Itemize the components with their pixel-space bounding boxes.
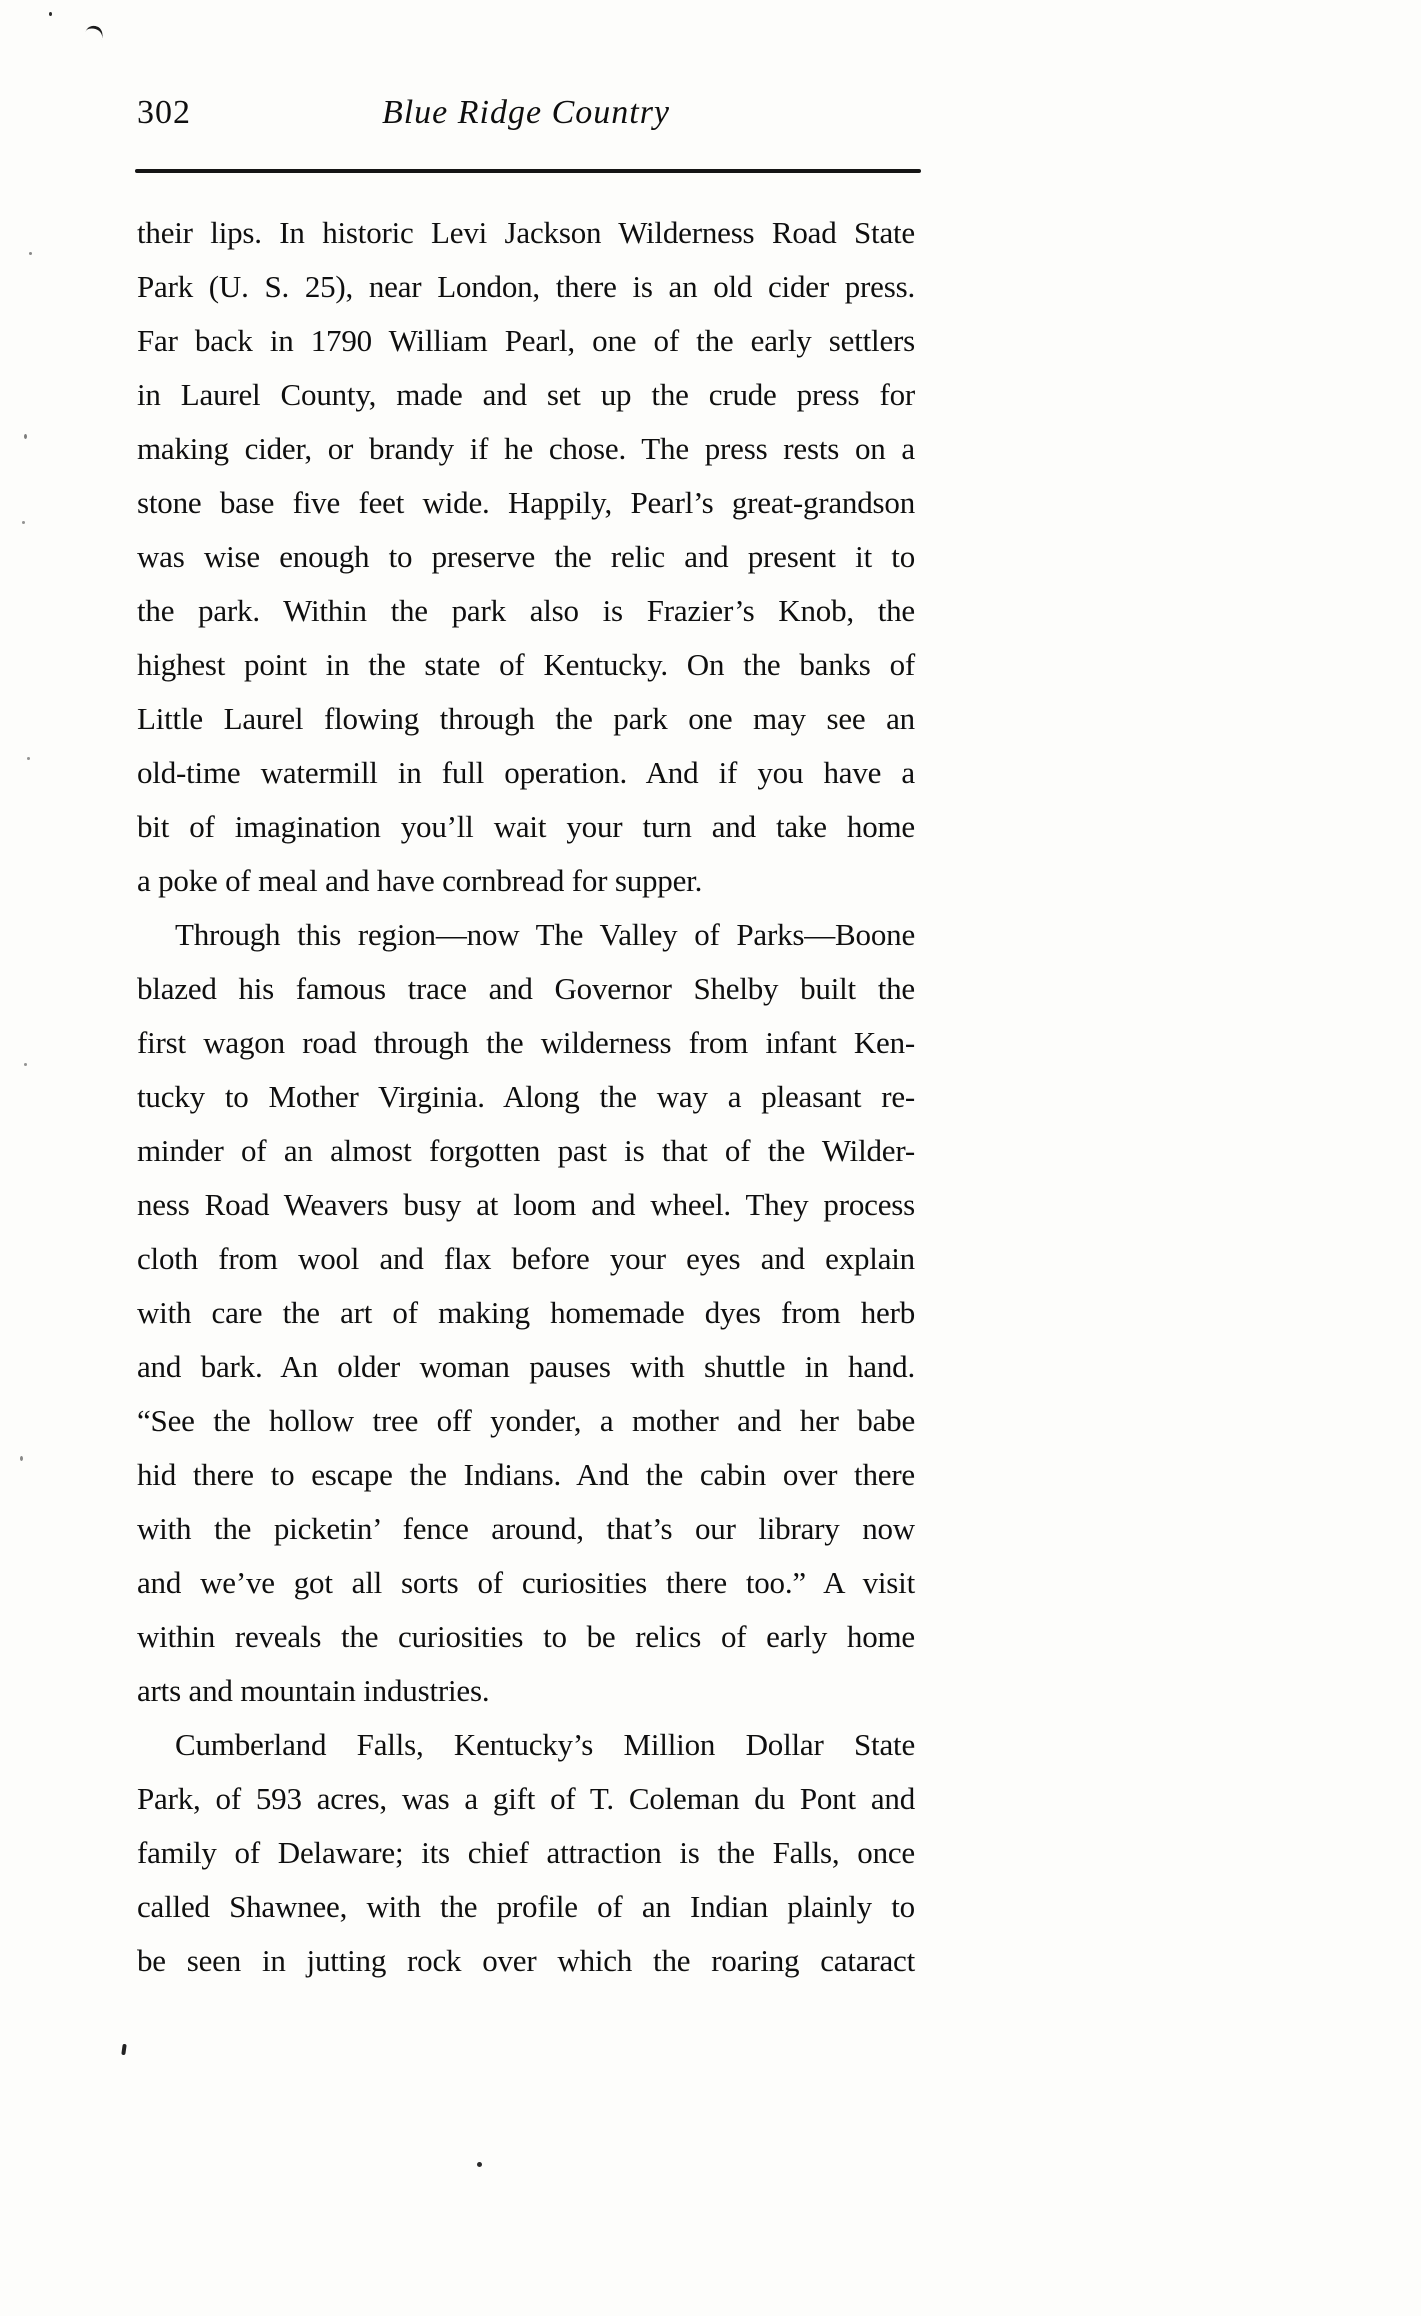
text-line: Little Laurel flowing through the park one may see an xyxy=(137,701,915,736)
text-line: in Laurel County, made and set up the crude press for xyxy=(137,377,915,412)
text-line: was wise enough to preserve the relic and present it to xyxy=(137,539,915,574)
header-rule xyxy=(135,169,921,173)
scan-speck xyxy=(49,12,52,16)
text-line: first wagon road through the wilderness from infant Ken- xyxy=(137,1025,915,1060)
scan-stroke-mark xyxy=(85,23,106,39)
paragraph xyxy=(137,206,915,908)
text-line: and bark. An older woman pauses with shuttle in hand. xyxy=(137,1349,915,1384)
text-line: called Shawnee, with the profile of an Indian plainly to xyxy=(137,1889,915,1924)
text-line: making cider, or brandy if he chose. The press rests on a xyxy=(137,431,915,466)
scan-speck xyxy=(29,252,32,255)
page-number: 302 xyxy=(137,94,191,131)
text-line: highest point in the state of Kentucky. On the banks of xyxy=(137,647,915,682)
text-line: the park. Within the park also is Frazier’s Knob, the xyxy=(137,593,915,628)
text-line: a poke of meal and have cornbread for supper. xyxy=(137,863,703,898)
text-line: ness Road Weavers busy at loom and wheel. They process xyxy=(137,1187,915,1222)
text-line: be seen in jutting rock over which the roaring cataract xyxy=(137,1943,915,1978)
text-line: their lips. In historic Levi Jackson Wilderness Road State xyxy=(137,215,915,250)
text-line: family of Delaware; its chief attraction is the Falls, once xyxy=(137,1835,915,1870)
text-line: tucky to Mother Virginia. Along the way a pleasant re- xyxy=(137,1079,915,1114)
text-line: Park (U. S. 25), near London, there is an old cider press. xyxy=(137,269,915,304)
paragraph xyxy=(137,908,915,1718)
text-line: minder of an almost forgotten past is that of the Wilder- xyxy=(137,1133,915,1168)
text-line: with care the art of making homemade dyes from herb xyxy=(137,1295,915,1330)
running-title: Blue Ridge Country xyxy=(381,94,671,131)
text-line: with the picketin’ fence around, that’s our library now xyxy=(137,1511,915,1546)
text-line: stone base five feet wide. Happily, Pearl’s great-grandson xyxy=(137,485,915,520)
scan-speck xyxy=(477,2162,482,2167)
scan-speck xyxy=(24,434,27,439)
text-line: Cumberland Falls, Kentucky’s Million Dollar State xyxy=(175,1727,915,1762)
paragraph xyxy=(137,1718,915,1988)
text-line: blazed his famous trace and Governor Shelby built the xyxy=(137,971,915,1006)
text-line: bit of imagination you’ll wait your turn and take home xyxy=(137,809,915,844)
text-line: old-time watermill in full operation. And if you have a xyxy=(137,755,915,790)
scan-speck xyxy=(20,1456,23,1461)
scan-speck xyxy=(24,1063,27,1066)
scan-speck xyxy=(22,521,25,524)
scan-tick-mark xyxy=(121,2044,126,2055)
text-line: hid there to escape the Indians. And the cabin over there xyxy=(137,1457,915,1492)
scan-speck xyxy=(27,757,30,760)
text-line: “See the hollow tree off yonder, a mother and her babe xyxy=(137,1403,915,1438)
text-line: Through this region—now The Valley of Parks—Boone xyxy=(175,917,915,952)
text-body xyxy=(137,206,915,1988)
page-header xyxy=(137,94,915,140)
text-line: cloth from wool and flax before your eyes and explain xyxy=(137,1241,915,1276)
text-line: within reveals the curiosities to be relics of early home xyxy=(137,1619,915,1654)
text-line: Far back in 1790 William Pearl, one of the early settlers xyxy=(137,323,915,358)
text-line: arts and mountain industries. xyxy=(137,1673,490,1708)
text-line: Park, of 593 acres, was a gift of T. Coleman du Pont and xyxy=(137,1781,915,1816)
text-line: and we’ve got all sorts of curiosities there too.” A visit xyxy=(137,1565,915,1600)
